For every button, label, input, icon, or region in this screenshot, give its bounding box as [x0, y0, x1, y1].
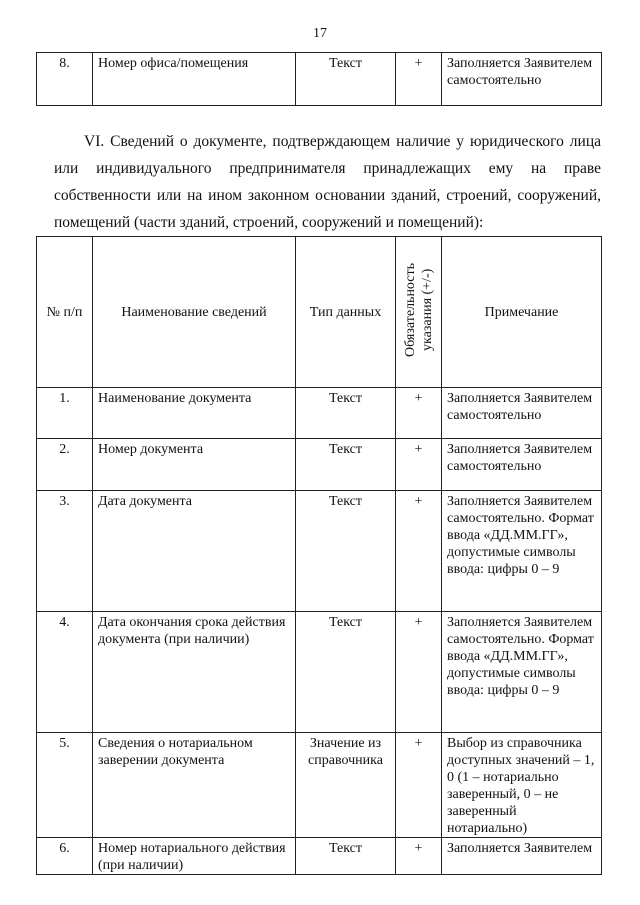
row-note: Заполняется Заявителем [442, 838, 602, 875]
header-required-line2: указания (+/-) [419, 268, 435, 351]
header-type: Тип данных [296, 237, 396, 388]
row-required: + [396, 838, 442, 875]
row-type: Значение из справочника [296, 733, 396, 838]
row-note: Заполняется Заявителем самостоятельно. Формат ввода «ДД.ММ.ГГ», допустимые символы ввода: цифры 0 – 9 [442, 491, 602, 612]
row-required: + [396, 388, 442, 439]
row-name: Сведения о нотариальном заверении документа [93, 733, 296, 838]
row-name: Номер офиса/помещения [93, 53, 296, 106]
header-required-line1: Обязательность [402, 262, 418, 357]
table-header-row [37, 237, 602, 388]
row-note: Заполняется Заявителем самостоятельно [442, 439, 602, 491]
table-row [37, 733, 602, 838]
table-row [37, 388, 602, 439]
row-required: + [396, 612, 442, 733]
row-number: 8. [37, 53, 93, 106]
row-type: Текст [296, 491, 396, 612]
row-name: Дата документа [93, 491, 296, 612]
table-row [37, 491, 602, 612]
header-required [396, 237, 442, 388]
row-number: 4. [37, 612, 93, 733]
row-type: Текст [296, 838, 396, 875]
table-row [37, 53, 602, 106]
row-note: Выбор из справочника доступных значений – 1, 0 (1 – нотариально заверенный, 0 – не заверенный нотариально) [442, 733, 602, 838]
header-num: № п/п [37, 237, 93, 388]
row-type: Текст [296, 612, 396, 733]
row-type: Текст [296, 53, 396, 106]
row-number: 3. [37, 491, 93, 612]
table-row [37, 838, 602, 875]
row-name: Дата окончания срока действия документа (при наличии) [93, 612, 296, 733]
row-required: + [396, 53, 442, 106]
row-number: 1. [37, 388, 93, 439]
row-required: + [396, 439, 442, 491]
page-number: 17 [313, 26, 327, 41]
row-number: 2. [37, 439, 93, 491]
row-type: Текст [296, 439, 396, 491]
row-name: Номер документа [93, 439, 296, 491]
row-type: Текст [296, 388, 396, 439]
row-required: + [396, 491, 442, 612]
header-name: Наименование сведений [93, 237, 296, 388]
table-row [37, 439, 602, 491]
row-number: 6. [37, 838, 93, 875]
previous-section-table [36, 52, 602, 106]
row-note: Заполняется Заявителем самостоятельно. Формат ввода «ДД.ММ.ГГ», допустимые символы ввода: цифры 0 – 9 [442, 612, 602, 733]
documents-table [36, 236, 602, 875]
table-row [37, 612, 602, 733]
header-required-text [402, 263, 436, 357]
header-note: Примечание [442, 237, 602, 388]
row-note: Заполняется Заявителем самостоятельно [442, 53, 602, 106]
row-required: + [396, 733, 442, 838]
row-number: 5. [37, 733, 93, 838]
section-heading-text: VI. Сведений о документе, подтверждающем наличие у юридического лица или индивидуального предпринимателя принадлежащих ему на праве собственности или на ином законном основании зданий, строений, сооружений, помещений (части зданий, строений, сооружений и помещений): [54, 133, 601, 231]
row-note: Заполняется Заявителем самостоятельно [442, 388, 602, 439]
row-name: Наименование документа [93, 388, 296, 439]
row-name: Номер нотариального действия (при наличии) [93, 838, 296, 875]
